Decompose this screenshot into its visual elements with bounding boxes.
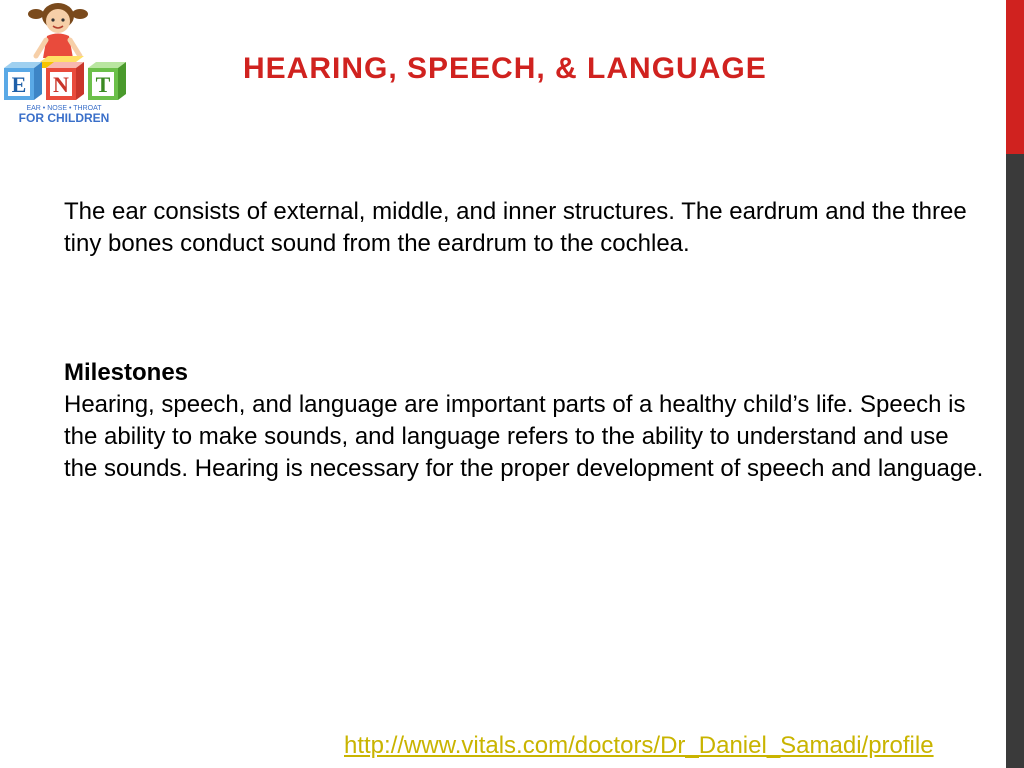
block-letter-e: E bbox=[11, 72, 27, 97]
section-heading: Milestones bbox=[64, 359, 189, 386]
block-letter-n: N bbox=[53, 72, 69, 97]
ent-for-children-logo bbox=[0, 0, 130, 126]
source-link[interactable]: http://www.vitals.com/doctors/Dr_Daniel_Samadi/profile bbox=[344, 732, 934, 759]
intro-paragraph: The ear consists of external, middle, and inner structures. The eardrum and the three tiny bones conduct sound from the eardrum to the cochlea. bbox=[64, 198, 967, 257]
logo-tagline: EAR • NOSE • THROAT bbox=[26, 105, 102, 112]
milestones-paragraph: Hearing, speech, and language are important parts of a healthy child’s life. Speech is the ability to make sounds, and language refers to the ability to understand and use the sounds. Hearing is necessary for the proper development of speech and language. bbox=[64, 391, 984, 482]
slide-title: HEARING, SPEECH, & LANGUAGE bbox=[243, 52, 767, 85]
block-t bbox=[88, 62, 126, 100]
block-n bbox=[46, 62, 84, 100]
logo-graphic bbox=[0, 0, 130, 126]
block-e bbox=[4, 62, 42, 100]
milestones-section bbox=[64, 357, 984, 485]
logo-subtitle: FOR CHILDREN bbox=[18, 111, 110, 125]
block-letter-t: T bbox=[95, 72, 111, 97]
side-rail bbox=[1006, 154, 1024, 768]
side-rail-accent bbox=[1006, 0, 1024, 154]
